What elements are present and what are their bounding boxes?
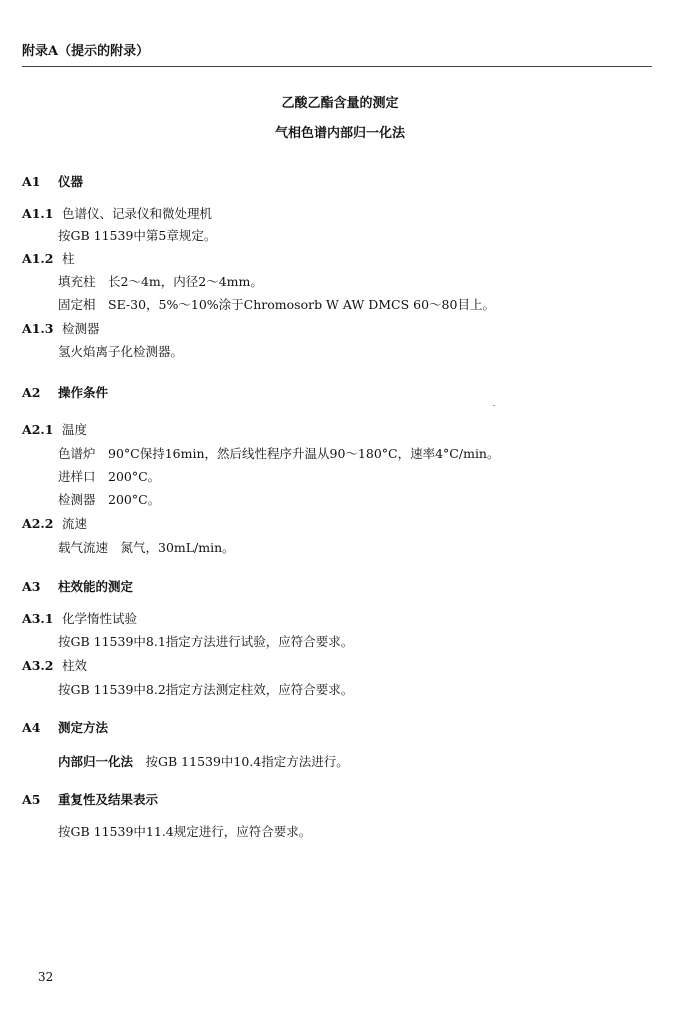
- section-number: A2.2: [22, 516, 54, 531]
- section-title: 柱效: [62, 658, 88, 673]
- section-a5-heading: [22, 790, 158, 808]
- section-a2-1-text-3: 检测器 200°C。: [58, 492, 161, 507]
- section-title: 检测器: [62, 321, 100, 336]
- section-number: A1.1: [22, 206, 54, 221]
- section-number: A1: [22, 174, 41, 189]
- section-number: A5: [22, 792, 41, 807]
- section-a1-3-heading: [22, 319, 100, 337]
- section-a1-heading: [22, 172, 83, 190]
- section-a3-1-heading: [22, 609, 137, 627]
- section-number: A3.2: [22, 658, 54, 673]
- section-a3-2-heading: [22, 656, 87, 674]
- section-number: A3.1: [22, 611, 54, 626]
- section-a1-2-text-2: 固定相 SE-30，5%～10%涂于Chromosorb W AW DMCS 60～80目上。: [58, 297, 495, 312]
- section-number: A2: [22, 385, 41, 400]
- section-a4-text: [58, 752, 349, 770]
- section-a2-1-heading: [22, 420, 87, 438]
- document-title: 乙酸乙酯含量的测定: [281, 96, 399, 111]
- section-a2-1-text-2: 进样口 200°C。: [58, 469, 161, 484]
- section-a2-2-text: 载气流速 氮气，30mL/min。: [58, 540, 235, 555]
- section-a3-1-text: 按GB 11539中8.1指定方法进行试验，应符合要求。: [58, 634, 354, 649]
- section-title: 操作条件: [58, 385, 109, 400]
- section-title: 仪器: [58, 174, 84, 189]
- section-a1-1-text: 按GB 11539中第5章规定。: [58, 228, 217, 243]
- section-a4-heading: [22, 718, 108, 736]
- section-a2-2-heading: [22, 514, 87, 532]
- section-number: A1.2: [22, 251, 54, 266]
- section-a3-2-text: 按GB 11539中8.2指定方法测定柱效，应符合要求。: [58, 682, 354, 697]
- section-a1-2-text-1: 填充柱 长2～4m，内径2～4mm。: [58, 274, 263, 289]
- appendix-header: 附录A（提示的附录）: [22, 44, 150, 59]
- header-rule: [22, 66, 652, 67]
- section-title: 化学惰性试验: [62, 611, 138, 626]
- section-a1-1-heading: [22, 204, 212, 222]
- section-a5-text: 按GB 11539中11.4规定进行，应符合要求。: [58, 824, 312, 839]
- section-a2-1-text-1: 色谱炉 90°C保持16min，然后线性程序升温从90～180°C，速率4°C/min。: [58, 446, 500, 461]
- section-title: 测定方法: [58, 720, 109, 735]
- section-a3-heading: [22, 577, 133, 595]
- section-number: A1.3: [22, 321, 54, 336]
- method-name: 内部归一化法: [58, 754, 134, 769]
- section-number: A3: [22, 579, 41, 594]
- section-number: A4: [22, 720, 41, 735]
- method-description: 按GB 11539中10.4指定方法进行。: [133, 754, 349, 769]
- section-title: 重复性及结果表示: [58, 792, 159, 807]
- document-subtitle: 气相色谱内部归一化法: [274, 126, 405, 141]
- section-title: 柱: [62, 251, 75, 266]
- section-a1-3-text: 氢火焰离子化检测器。: [58, 344, 184, 359]
- section-a2-heading: [22, 383, 108, 401]
- page-number: 32: [38, 970, 54, 984]
- scan-speck: [493, 405, 495, 406]
- section-title: 温度: [62, 422, 88, 437]
- section-title: 柱效能的测定: [58, 579, 134, 594]
- section-a1-2-heading: [22, 249, 75, 267]
- section-number: A2.1: [22, 422, 54, 437]
- section-title: 流速: [62, 516, 88, 531]
- section-title: 色谱仪、记录仪和微处理机: [62, 206, 213, 221]
